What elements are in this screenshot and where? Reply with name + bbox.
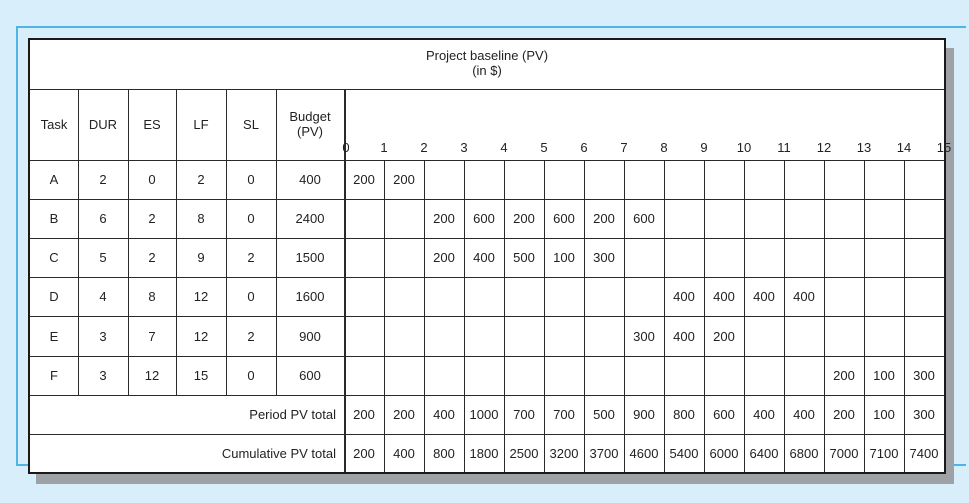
- pv-cell: 400: [673, 289, 695, 304]
- task-lf-cell: 8: [197, 211, 205, 226]
- header-sl: SL: [243, 117, 259, 132]
- period-total-cell: 900: [633, 407, 655, 422]
- pv-cell: 200: [433, 211, 455, 226]
- period-total-cell: 400: [433, 407, 455, 422]
- header-es: ES: [143, 117, 161, 132]
- task-budget-cell: 600: [299, 368, 321, 383]
- cumulative-total-label: Cumulative PV total: [221, 445, 336, 461]
- cumulative-total-cell: 4600: [629, 445, 659, 461]
- cumulative-total-cell: 2500: [509, 445, 539, 461]
- period-total-cell: 600: [713, 407, 735, 422]
- project-baseline-table: [28, 38, 952, 474]
- task-sl-cell: 0: [247, 172, 255, 187]
- task-sl-cell: 2: [247, 250, 255, 265]
- period-tick-label: 8: [660, 140, 668, 155]
- pv-cell: 300: [913, 368, 935, 383]
- pv-cell: 300: [633, 328, 655, 344]
- task-es-cell: 8: [148, 289, 156, 304]
- task-dur-cell: 2: [99, 172, 107, 187]
- period-tick-label: 13: [856, 140, 872, 155]
- task-lf-cell: 15: [193, 368, 209, 383]
- pv-cell: 100: [553, 250, 575, 265]
- cumulative-total-cell: 7100: [869, 445, 899, 461]
- period-tick-label: 1: [380, 140, 388, 155]
- header-lf: LF: [193, 117, 209, 132]
- period-tick-label: 5: [540, 140, 548, 155]
- period-total-cell: 800: [673, 407, 695, 422]
- pv-cell: 400: [473, 250, 495, 265]
- header-budget-line1: Budget: [289, 109, 331, 124]
- cumulative-total-cell: 200: [353, 445, 375, 461]
- cumulative-total-cell: 6000: [709, 445, 739, 461]
- pv-cell: 400: [753, 289, 775, 304]
- pv-cell: 200: [833, 368, 855, 383]
- period-tick-label: 2: [420, 140, 428, 155]
- task-task-cell: F: [50, 368, 58, 383]
- period-tick-label: 4: [500, 140, 508, 155]
- pv-cell: 200: [393, 172, 415, 187]
- period-total-cell: 700: [513, 407, 535, 422]
- cumulative-total-cell: 400: [393, 445, 415, 461]
- task-dur-cell: 6: [99, 211, 107, 226]
- period-total-cell: 300: [913, 407, 935, 422]
- pv-cell: 400: [673, 328, 695, 344]
- pv-cell: 200: [513, 211, 535, 226]
- task-lf-cell: 12: [193, 328, 209, 344]
- pv-cell: 600: [553, 211, 575, 226]
- period-tick-label: 11: [777, 140, 791, 155]
- cumulative-total-cell: 3200: [549, 445, 579, 461]
- period-total-cell: 200: [393, 407, 415, 422]
- task-dur-cell: 3: [99, 368, 107, 383]
- period-tick-label: 0: [342, 140, 350, 155]
- period-total-cell: 400: [793, 407, 815, 422]
- cumulative-total-cell: 7000: [829, 445, 859, 461]
- cumulative-total-cell: 800: [433, 445, 455, 461]
- pv-cell: 400: [713, 289, 735, 304]
- task-lf-cell: 2: [197, 172, 205, 187]
- cumulative-total-cell: 6400: [749, 445, 779, 461]
- table-title: [30, 48, 944, 78]
- task-es-cell: 2: [148, 211, 156, 226]
- pv-cell: 200: [353, 172, 375, 187]
- task-task-cell: B: [49, 211, 59, 226]
- task-task-cell: D: [49, 289, 59, 304]
- task-sl-cell: 0: [247, 368, 255, 383]
- pv-cell: 200: [593, 211, 615, 226]
- task-budget-cell: 900: [299, 328, 321, 344]
- task-lf-cell: 9: [197, 250, 205, 265]
- task-dur-cell: 5: [99, 250, 107, 265]
- cumulative-total-cell: 7400: [909, 445, 939, 461]
- pv-cell: 200: [433, 250, 455, 265]
- header-dur: DUR: [88, 117, 118, 132]
- period-total-cell: 400: [753, 407, 775, 422]
- pv-cell: 100: [873, 368, 895, 383]
- task-task-cell: C: [49, 250, 59, 265]
- cumulative-total-cell: 3700: [589, 445, 619, 461]
- table-title-line2: (in $): [472, 63, 502, 78]
- cumulative-total-cell: 5400: [669, 445, 699, 461]
- period-total-cell: 1000: [469, 407, 499, 422]
- period-tick-label: 14: [896, 140, 912, 155]
- period-tick-label: 12: [816, 140, 832, 155]
- header-task: Task: [40, 117, 68, 132]
- task-budget-cell: 2400: [295, 211, 325, 226]
- task-dur-cell: 3: [99, 328, 107, 344]
- period-tick-label: 9: [700, 140, 708, 155]
- task-lf-cell: 12: [193, 289, 209, 304]
- period-total-cell: 500: [593, 407, 615, 422]
- task-es-cell: 2: [148, 250, 156, 265]
- task-task-cell: E: [49, 328, 59, 344]
- task-es-cell: 12: [144, 368, 160, 383]
- period-total-cell: 100: [873, 407, 895, 422]
- pv-cell: 300: [593, 250, 615, 265]
- task-budget-cell: 1500: [295, 250, 325, 265]
- task-es-cell: 0: [148, 172, 156, 187]
- cumulative-total-cell: 6800: [789, 445, 819, 461]
- table-title-line1: Project baseline (PV): [425, 48, 549, 63]
- cumulative-total-cell: 1800: [469, 445, 499, 461]
- pv-cell: 200: [713, 328, 735, 344]
- pv-cell: 500: [513, 250, 535, 265]
- period-tick-label: 15: [936, 140, 952, 155]
- period-tick-label: 6: [580, 140, 588, 155]
- period-total-cell: 700: [553, 407, 575, 422]
- pv-cell: 600: [473, 211, 495, 226]
- task-es-cell: 7: [148, 328, 156, 344]
- task-budget-cell: 1600: [295, 289, 325, 304]
- task-sl-cell: 0: [247, 289, 255, 304]
- period-tick-label: 7: [620, 140, 628, 155]
- task-task-cell: A: [49, 172, 59, 187]
- period-tick-label: 3: [460, 140, 468, 155]
- period-total-label: Period PV total: [249, 407, 336, 422]
- task-budget-cell: 400: [299, 172, 321, 187]
- period-tick-label: 10: [736, 140, 752, 155]
- header-budget-line2: (PV): [297, 124, 323, 139]
- period-total-cell: 200: [353, 407, 375, 422]
- task-sl-cell: 0: [247, 211, 255, 226]
- pv-cell: 600: [633, 211, 655, 226]
- pv-cell: 400: [793, 289, 815, 304]
- period-total-cell: 200: [833, 407, 855, 422]
- header-budget: [276, 109, 344, 139]
- task-dur-cell: 4: [99, 289, 107, 304]
- task-sl-cell: 2: [247, 328, 255, 344]
